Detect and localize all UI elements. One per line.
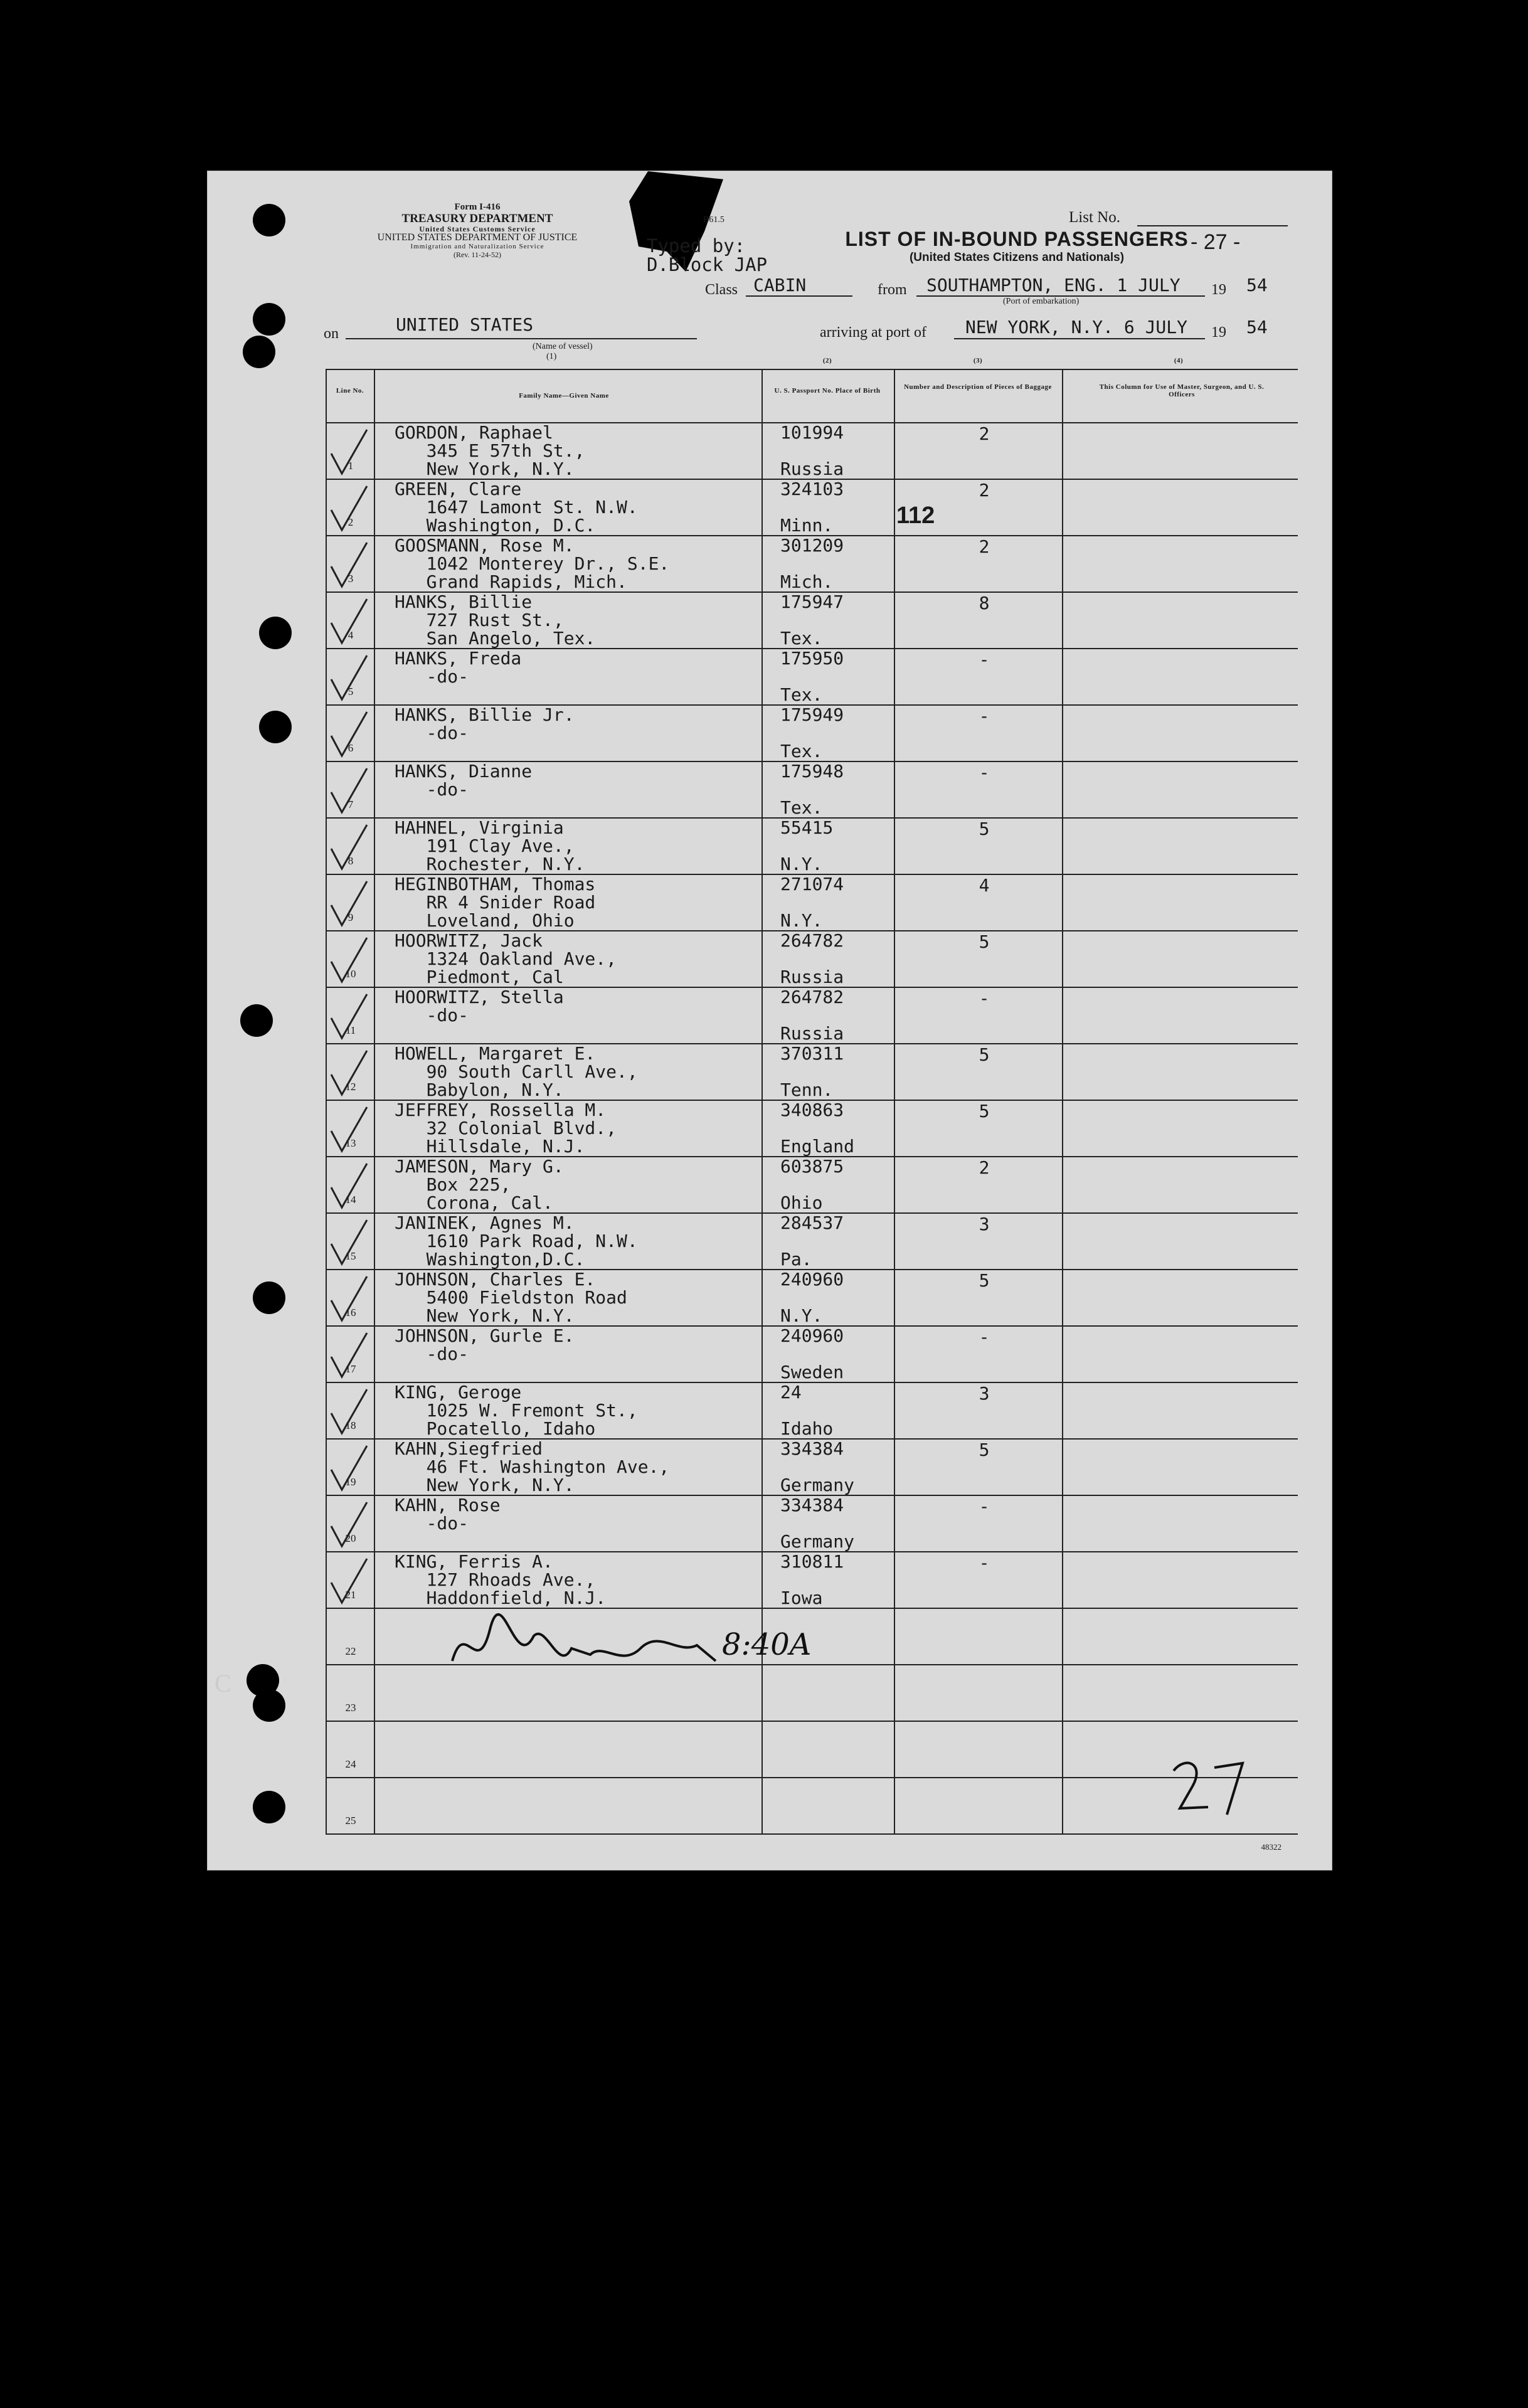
- passenger-address: 90 South Carll Ave.,: [395, 1061, 638, 1082]
- punch-hole: [253, 303, 285, 336]
- passenger-name: HOORWITZ, Jack: [395, 930, 543, 951]
- passenger-name: KING, Geroge: [395, 1382, 522, 1403]
- passenger-address: Loveland, Ohio: [395, 910, 575, 931]
- place-of-birth: Tex.: [780, 741, 823, 761]
- passenger-address: Rochester, N.Y.: [395, 854, 585, 874]
- passenger-name: JEFFREY, Rossella M.: [395, 1100, 607, 1120]
- check-mark-icon: [328, 428, 372, 479]
- passenger-address: Box 225,: [395, 1174, 511, 1195]
- place-of-birth: Germany: [780, 1475, 855, 1495]
- passenger-address: 127 Rhoads Ave.,: [395, 1569, 596, 1590]
- baggage-count: 5: [979, 819, 990, 839]
- baggage-count: 5: [979, 931, 990, 952]
- baggage-count: -: [979, 1496, 990, 1517]
- from-value: SOUTHAMPTON, ENG. 1 JULY: [926, 275, 1180, 295]
- treasury-dept: TREASURY DEPARTMENT: [401, 211, 553, 225]
- passport-number: 24: [780, 1382, 802, 1403]
- line-number: 3: [348, 573, 354, 585]
- place-of-birth: Mich.: [780, 571, 834, 592]
- punch-hole: [253, 1791, 285, 1823]
- form-revision: (Rev. 11-24-52): [453, 250, 502, 259]
- passenger-name: HANKS, Dianne: [395, 761, 533, 782]
- title-block: [841, 228, 1192, 265]
- check-mark-icon: [328, 993, 372, 1043]
- check-mark-icon: [328, 1049, 372, 1100]
- check-mark-icon: [328, 485, 372, 535]
- customs-service: United States Customs Service: [419, 224, 536, 233]
- line-number: 8: [348, 855, 354, 867]
- passport-number: 175950: [780, 648, 844, 669]
- place-of-birth: Tex.: [780, 797, 823, 818]
- passenger-address: New York, N.Y.: [395, 459, 575, 479]
- vessel-caption: (Name of vessel): [533, 342, 593, 351]
- check-mark-icon: [328, 1106, 372, 1156]
- col-divider: [894, 369, 895, 1833]
- line-number: 4: [348, 629, 354, 641]
- line-number: 21: [345, 1589, 356, 1601]
- header-line-no: Line No.: [336, 387, 364, 395]
- arriving-label: arriving at port of: [820, 324, 926, 341]
- place-of-birth: Idaho: [780, 1418, 834, 1439]
- port-embark-caption: (Port of embarkation): [1003, 297, 1080, 306]
- place-of-birth: Minn.: [780, 515, 834, 536]
- check-mark-icon: [328, 1275, 372, 1325]
- baggage-count: 2: [979, 536, 990, 557]
- passenger-address: Washington, D.C.: [395, 515, 596, 536]
- passport-number: 101994: [780, 422, 844, 443]
- punch-hole: [253, 204, 285, 236]
- passport-number: 334384: [780, 1495, 844, 1515]
- arrival-year: 54: [1246, 317, 1268, 337]
- header-col2: (2): [822, 357, 832, 364]
- baggage-count: 4: [979, 875, 990, 896]
- baggage-count: 2: [979, 480, 990, 501]
- passenger-address: 1324 Oakland Ave.,: [395, 948, 617, 969]
- place-of-birth: Sweden: [780, 1362, 844, 1382]
- baggage-count: 8: [979, 593, 990, 613]
- check-mark-icon: [328, 1332, 372, 1382]
- typed-by-label: Typed by:: [647, 235, 746, 257]
- passenger-name: GREEN, Clare: [395, 479, 522, 499]
- check-mark-icon: [328, 936, 372, 987]
- passport-number: 370311: [780, 1043, 844, 1064]
- place-of-birth: Tenn.: [780, 1079, 834, 1100]
- place-of-birth: Iowa: [780, 1588, 823, 1608]
- passenger-address: New York, N.Y.: [395, 1305, 575, 1326]
- typed-by-value: D.Block JAP: [647, 254, 768, 276]
- line-number: 23: [345, 1702, 356, 1714]
- passport-number: 284537: [780, 1212, 844, 1233]
- passport-number: 324103: [780, 479, 844, 499]
- row-rule: [326, 1777, 1298, 1778]
- passenger-name: JANINEK, Agnes M.: [395, 1212, 575, 1233]
- inspector-signature: [440, 1611, 829, 1686]
- year-value: 54: [1246, 275, 1268, 295]
- header-passport: U. S. Passport No. Place of Birth: [774, 387, 881, 395]
- passport-number: 175947: [780, 591, 844, 612]
- header-officers: This Column for Use of Master, Surgeon, and U. S. Officers: [1099, 383, 1265, 398]
- line-number: 19: [345, 1476, 356, 1488]
- line-number: 13: [345, 1137, 356, 1149]
- class-label: Class: [705, 282, 738, 298]
- line-number: 17: [345, 1363, 356, 1375]
- form-header: [314, 203, 640, 258]
- table-top-rule: [326, 369, 1298, 370]
- check-mark-icon: [328, 541, 372, 591]
- footer-code: 48322: [1261, 1842, 1281, 1852]
- header-col3: (3): [973, 357, 983, 364]
- baggage-count: -: [979, 988, 990, 1009]
- punch-hole: [243, 336, 275, 368]
- place-of-birth: N.Y.: [780, 1305, 823, 1326]
- passport-number: 240960: [780, 1269, 844, 1290]
- place-of-birth: Russia: [780, 459, 844, 479]
- passenger-name: HAHNEL, Virginia: [395, 817, 564, 838]
- passenger-name: JOHNSON, Gurle E.: [395, 1325, 575, 1346]
- baggage-count: 3: [979, 1383, 990, 1404]
- header-name: Family Name—Given Name: [519, 392, 609, 400]
- passenger-address: New York, N.Y.: [395, 1475, 575, 1495]
- check-mark-icon: [328, 598, 372, 648]
- place-of-birth: Ohio: [780, 1192, 823, 1213]
- check-mark-icon: [328, 711, 372, 761]
- check-mark-icon: [328, 1162, 372, 1212]
- list-no-label: List No.: [1069, 209, 1120, 226]
- place-of-birth: Tex.: [780, 628, 823, 649]
- place-of-birth: Pa.: [780, 1249, 812, 1270]
- passenger-name: HOWELL, Margaret E.: [395, 1043, 596, 1064]
- passenger-address: Corona, Cal.: [395, 1192, 553, 1213]
- passenger-address: Piedmont, Cal: [395, 967, 564, 987]
- place-of-birth: Tex.: [780, 684, 823, 705]
- line-number: 2: [348, 516, 354, 528]
- passenger-name: JOHNSON, Charles E.: [395, 1269, 596, 1290]
- passenger-address: RR 4 Snider Road: [395, 892, 596, 913]
- passenger-name: GOOSMANN, Rose M.: [395, 535, 575, 556]
- passenger-address: 5400 Fieldston Road: [395, 1287, 627, 1308]
- passport-number: 334384: [780, 1438, 844, 1459]
- passport-number: 603875: [780, 1156, 844, 1177]
- arrival-value: NEW YORK, N.Y. 6 JULY: [965, 317, 1188, 337]
- passenger-address: -do-: [395, 1005, 469, 1026]
- form-code: B61.5: [703, 215, 724, 225]
- passport-number: 301209: [780, 535, 844, 556]
- signature-time: 8:40A: [722, 1627, 812, 1662]
- passenger-address: -do-: [395, 666, 469, 687]
- passport-number: 340863: [780, 1100, 844, 1120]
- vessel-line: [346, 338, 697, 339]
- baggage-count: -: [979, 1327, 990, 1347]
- passenger-name: HANKS, Freda: [395, 648, 522, 669]
- passenger-name: GORDON, Raphael: [395, 422, 553, 443]
- place-of-birth: N.Y.: [780, 910, 823, 931]
- col-divider: [1062, 369, 1063, 1833]
- passenger-name: HEGINBOTHAM, Thomas: [395, 874, 596, 894]
- check-mark-icon: [328, 767, 372, 817]
- col-divider: [326, 369, 327, 1833]
- line-number: 5: [348, 686, 354, 697]
- passenger-name: KAHN, Rose: [395, 1495, 501, 1515]
- baggage-count: 5: [979, 1440, 990, 1460]
- row-rule: [326, 1833, 1298, 1835]
- check-mark-icon: [328, 654, 372, 704]
- class-line: [746, 295, 852, 297]
- punch-hole: [259, 617, 292, 649]
- page-subtitle: (United States Citizens and Nationals): [909, 251, 1125, 264]
- line-number: 25: [345, 1815, 356, 1827]
- passenger-address: -do-: [395, 1344, 469, 1364]
- passenger-address: 727 Rust St.,: [395, 610, 564, 630]
- passport-number: 264782: [780, 930, 844, 951]
- line-number: 7: [348, 798, 354, 810]
- on-label: on: [324, 326, 339, 342]
- passenger-address: -do-: [395, 1513, 469, 1534]
- form-number: Form I-416: [454, 202, 501, 212]
- passenger-name: JAMESON, Mary G.: [395, 1156, 564, 1177]
- line-number: 6: [348, 742, 354, 754]
- passenger-address: 46 Ft. Washington Ave.,: [395, 1456, 670, 1477]
- passenger-name: KAHN,Siegfried: [395, 1438, 543, 1459]
- line-number: 12: [345, 1081, 356, 1093]
- check-mark-icon: [328, 1388, 372, 1438]
- margin-mark: C: [215, 1669, 231, 1697]
- check-mark-icon: [328, 880, 372, 930]
- row-rule: [326, 1721, 1298, 1722]
- header-col4: (4): [1174, 357, 1184, 364]
- passenger-name: KING, Ferris A.: [395, 1551, 553, 1572]
- passport-number: 310811: [780, 1551, 844, 1572]
- passenger-address: 32 Colonial Blvd.,: [395, 1118, 617, 1138]
- passenger-address: Pocatello, Idaho: [395, 1418, 596, 1439]
- baggage-count: -: [979, 706, 990, 726]
- typed-by: [647, 236, 767, 275]
- passenger-address: 191 Clay Ave.,: [395, 835, 575, 856]
- check-mark-icon: [328, 1445, 372, 1495]
- line-number: 20: [345, 1532, 356, 1544]
- passenger-address: San Angelo, Tex.: [395, 628, 596, 649]
- line-number: 16: [345, 1307, 356, 1318]
- baggage-count: 2: [979, 423, 990, 444]
- baggage-count: 5: [979, 1044, 990, 1065]
- officer-number: 112: [896, 502, 935, 529]
- page-number: - 27 -: [1191, 230, 1241, 254]
- punch-hole: [253, 1689, 285, 1722]
- line-number: 15: [345, 1250, 356, 1262]
- place-of-birth: Russia: [780, 1023, 844, 1044]
- justice-dept: UNITED STATES DEPARTMENT OF JUSTICE: [377, 232, 578, 243]
- passenger-name: HANKS, Billie: [395, 591, 533, 612]
- ins-service: Immigration and Naturalization Service: [410, 243, 544, 251]
- passport-number: 240960: [780, 1325, 844, 1346]
- punch-hole: [253, 1281, 285, 1314]
- passenger-address: -do-: [395, 779, 469, 800]
- line-number: 24: [345, 1758, 356, 1770]
- manifest-page: [207, 171, 1332, 1870]
- baggage-count: -: [979, 1552, 990, 1573]
- arrival-year-prefix: 19: [1211, 324, 1226, 341]
- vessel-name: UNITED STATES: [396, 314, 534, 335]
- baggage-count: -: [979, 649, 990, 670]
- passenger-address: -do-: [395, 723, 469, 743]
- place-of-birth: N.Y.: [780, 854, 823, 874]
- place-of-birth: Russia: [780, 967, 844, 987]
- line-number: 9: [348, 911, 354, 923]
- place-of-birth: England: [780, 1136, 855, 1157]
- from-label: from: [878, 282, 907, 298]
- baggage-count: 5: [979, 1101, 990, 1122]
- passport-number: 55415: [780, 817, 834, 838]
- arrival-line: [954, 338, 1205, 339]
- baggage-count: 2: [979, 1157, 990, 1178]
- passenger-address: 345 E 57th St.,: [395, 440, 585, 461]
- punch-hole: [240, 1004, 273, 1037]
- passenger-address: Grand Rapids, Mich.: [395, 571, 627, 592]
- passenger-address: Hillsdale, N.J.: [395, 1136, 585, 1157]
- passenger-address: Babylon, N.Y.: [395, 1079, 564, 1100]
- passenger-address: 1042 Monterey Dr., S.E.: [395, 553, 670, 574]
- col-divider: [374, 369, 375, 1833]
- passenger-address: 1025 W. Fremont St.,: [395, 1400, 638, 1421]
- passenger-name: HOORWITZ, Stella: [395, 987, 564, 1007]
- year-prefix: 19: [1211, 282, 1226, 298]
- passenger-address: 1610 Park Road, N.W.: [395, 1231, 638, 1251]
- line-number: 18: [345, 1419, 356, 1431]
- place-of-birth: Germany: [780, 1531, 855, 1552]
- passport-number: 175949: [780, 704, 844, 725]
- passport-number: 271074: [780, 874, 844, 894]
- check-mark-icon: [328, 1219, 372, 1269]
- passenger-address: 1647 Lamont St. N.W.: [395, 497, 638, 517]
- check-mark-icon: [328, 1557, 372, 1608]
- passport-number: 175948: [780, 761, 844, 782]
- check-mark-icon: [328, 1501, 372, 1551]
- list-no-line: [1137, 225, 1288, 226]
- passenger-address: Washington,D.C.: [395, 1249, 585, 1270]
- punch-hole: [259, 711, 292, 743]
- vessel-col-number: (1): [546, 352, 557, 361]
- line-number: 14: [345, 1194, 356, 1206]
- check-mark-icon: [328, 824, 372, 874]
- line-number: 1: [348, 460, 354, 472]
- handwritten-page-number: [1167, 1752, 1255, 1821]
- line-number: 22: [345, 1645, 356, 1657]
- line-number: 11: [345, 1024, 356, 1036]
- passenger-name: HANKS, Billie Jr.: [395, 704, 575, 725]
- passenger-address: Haddonfield, N.J.: [395, 1588, 607, 1608]
- header-baggage: Number and Description of Pieces of Baggage: [904, 383, 1052, 391]
- class-value: CABIN: [753, 275, 807, 295]
- passport-number: 264782: [780, 987, 844, 1007]
- baggage-count: 3: [979, 1214, 990, 1234]
- line-number: 10: [345, 968, 356, 980]
- baggage-count: -: [979, 762, 990, 783]
- baggage-count: 5: [979, 1270, 990, 1291]
- page-title: LIST OF IN-BOUND PASSENGERS: [845, 228, 1189, 250]
